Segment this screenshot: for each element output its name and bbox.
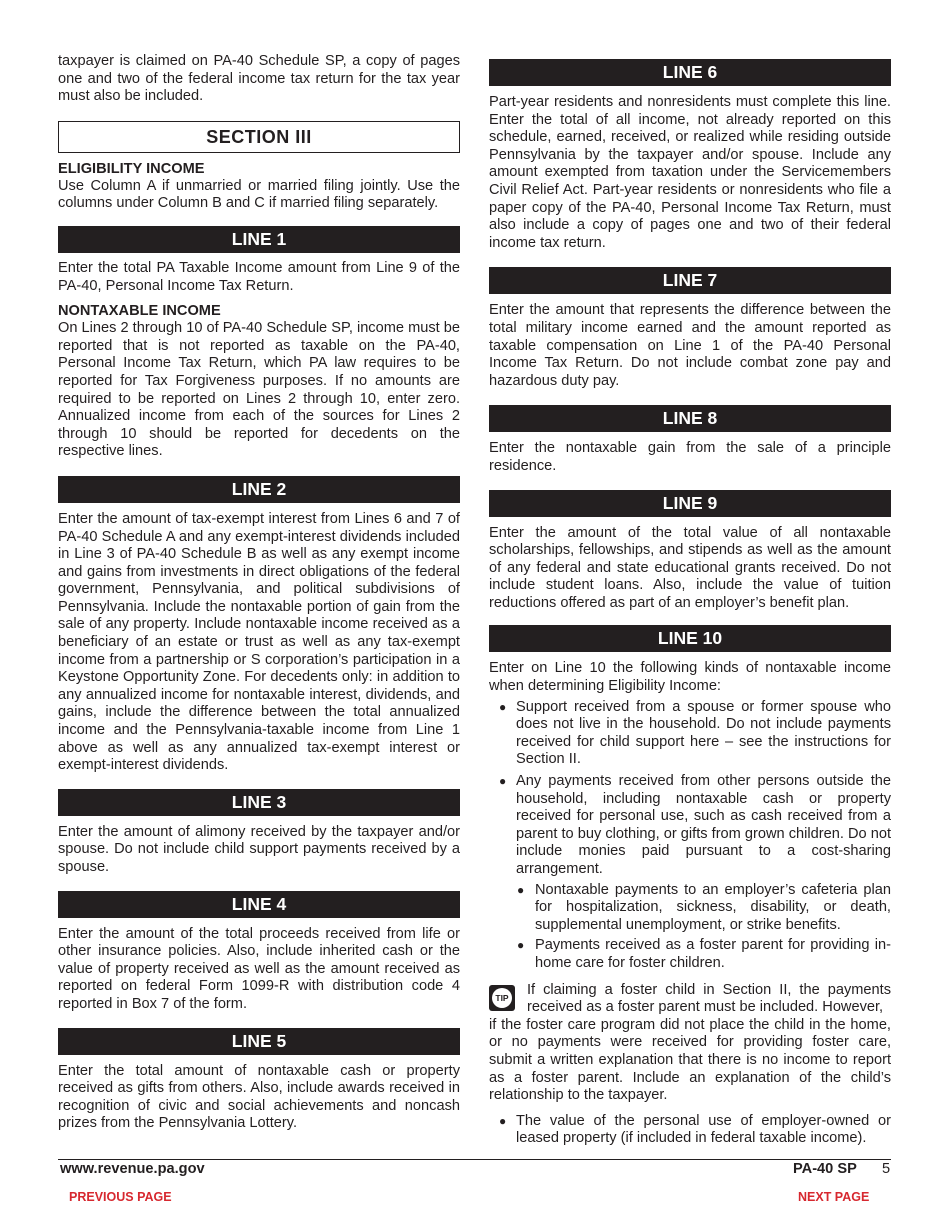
tip-block <box>489 982 891 1105</box>
line-8-heading: LINE 8 <box>489 405 891 432</box>
line-9-heading: LINE 9 <box>489 490 891 517</box>
eligibility-income-heading: ELIGIBILITY INCOME <box>58 160 205 177</box>
bullet-icon: ● <box>499 699 507 714</box>
line-10-list-continued <box>489 1113 891 1148</box>
footer-url: www.revenue.pa.gov <box>60 1161 205 1177</box>
tip-text-rest: if the foster care program did not place the child in the home, or no payments were received for providing foster care, submit a written explanation that there is no income to report as a foster parent. Include an explanation of the child’s relationship to the taxpayer. <box>489 1016 891 1104</box>
intro-text: taxpayer is claimed on PA-40 Schedule SP, a copy of pages one and two of the federal income tax return for the tax year must also be included. <box>58 53 460 105</box>
line-3-text: Enter the amount of alimony received by the taxpayer and/or spouse. Do not include child support payments received by a spouse. <box>58 823 460 875</box>
list-item <box>489 882 891 935</box>
list-item <box>489 937 891 972</box>
tip-icon: TIP <box>489 985 515 1011</box>
line-6-heading: LINE 6 <box>489 59 891 86</box>
nontaxable-income-text: On Lines 2 through 10 of PA-40 Schedule SP, income must be reported that is not reported as taxable on the PA-40, Personal Income Tax Return, which PA law requires to be reported for Tax Forgiveness purposes. If no amounts are required to be reported on Lines 2 through 10, enter zero. Annualized income from each of the sources for Lines 2 through 10 should be reported for decedents on the respective lines. <box>58 320 460 460</box>
line-9-text: Enter the amount of the total value of all nontaxable scholarships, fellowships, and stipends as well as the amount of any federal and state educational grants received. Do not include student loans. Also, include the value of tuition reductions offered as part of an employer’s benefit plan. <box>489 524 891 611</box>
section-iii-heading: SECTION III <box>58 121 460 153</box>
line-1-text: Enter the total PA Taxable Income amount from Line 9 of the PA-40, Personal Income Tax Return. <box>58 259 460 294</box>
list-item-text: Support received from a spouse or former spouse who does not live in the household. Do not include payments received for child support here – see the instructions for Section II. <box>516 698 891 768</box>
line-10-list <box>489 699 891 973</box>
list-item-text: The value of the personal use of employer-owned or leased property (if included in federal taxable income). <box>516 1112 891 1147</box>
list-item <box>489 699 891 769</box>
line-2-text: Enter the amount of tax-exempt interest from Lines 6 and 7 of PA-40 Schedule A and any exempt-interest dividends included in Line 3 of PA-40 Schedule B as well as any exempt income and gains from investments in direct obligations of the federal government, Pennsylvania, and political subdivisions of Pennsylvania. Include the nontaxable portion of gain from the sale of any property. Include nontaxable income received as a beneficiary of an estate or trust as well as any tax-exempt income from a partnership or S corporation’s participation in a Keystone Opportunity Zone. For decedents only: in addition to any annualized income for nontaxable interest, dividends, and gains, include the difference between the total annualized income and the Pennsylvania-taxable income from Line 1 above as well as any annualized tax-exempt interest or exempt-interest dividends. <box>58 510 460 774</box>
bullet-icon: ● <box>517 882 525 897</box>
tip-first-lines <box>489 982 891 1017</box>
line-6-text: Part-year residents and nonresidents must complete this line. Enter the total of all income, not already reported on this schedule, earned, received, or realized while residing outside Pennsylvania by the taxpayer and/or spouse. Include any amount exempted from taxation under the Servicemembers Civil Relief Act. Part-year residents or nonresidents who file a paper copy of the PA-40, Personal Income Tax Return, must also include a copy of pages one and two of their federal income tax return. <box>489 94 891 251</box>
bullet-icon: ● <box>499 774 507 789</box>
right-column <box>489 59 891 1148</box>
line-4-heading: LINE 4 <box>58 891 460 918</box>
line-3-heading: LINE 3 <box>58 789 460 816</box>
eligibility-income-text: Use Column A if unmarried or married filing jointly. Use the columns under Column B and C if married filing separately. <box>58 177 460 212</box>
line-4-text: Enter the amount of the total proceeds received from life or other insurance policies. Also, include inherited cash or the value of property received as well as the amount received as reported on federal Form 1099-R with distribution code 4 reported in Box 7 of the form. <box>58 925 460 1012</box>
line-1-heading: LINE 1 <box>58 226 460 253</box>
next-page-link[interactable]: NEXT PAGE <box>798 1190 870 1204</box>
nontaxable-income-heading: NONTAXABLE INCOME <box>58 303 221 320</box>
footer-form-id: PA-40 SP <box>793 1161 857 1177</box>
line-7-text: Enter the amount that represents the difference between the total military income earned and the amount reported as taxable compensation on Line 1 of the PA-40 Personal Income Tax Return. Do not include combat zone pay and hazardous duty pay. <box>489 302 891 389</box>
left-column <box>58 53 460 1133</box>
line-10-intro: Enter on Line 10 the following kinds of nontaxable income when determining Eligibility Income: <box>489 660 891 695</box>
line-10-heading: LINE 10 <box>489 625 891 652</box>
list-item-text: Any payments received from other persons outside the household, including nontaxable cash or property received for personal use, such as cash received from a parent to buy clothing, or gifts from grown children. Do not include monies paid pursuant to a cost-sharing arrangement. <box>516 773 891 877</box>
previous-page-link[interactable]: PREVIOUS PAGE <box>69 1190 172 1204</box>
list-item-text: Nontaxable payments to an employer’s cafeteria plan for hospitalization, sickness, disability, or death, supplemental unemployment, or strike benefits. <box>535 881 891 933</box>
tip-text-first: If claiming a foster child in Section II, the payments received as a foster parent must be included. However, <box>527 981 891 1016</box>
line-2-heading: LINE 2 <box>58 476 460 503</box>
line-5-heading: LINE 5 <box>58 1028 460 1055</box>
list-item <box>489 773 891 879</box>
line-7-heading: LINE 7 <box>489 267 891 294</box>
page-number: 5 <box>882 1161 891 1177</box>
list-item-text: Payments received as a foster parent for providing in-home care for foster children. <box>535 937 891 971</box>
bullet-icon: ● <box>499 1113 507 1128</box>
bullet-icon: ● <box>517 938 525 953</box>
line-8-text: Enter the nontaxable gain from the sale of a principle residence. <box>489 440 891 474</box>
list-item <box>489 1113 891 1148</box>
line-5-text: Enter the total amount of nontaxable cash or property received as gifts from others. Also, include awards received in recognition of civic and social achievements and noncash prizes from the Pennsylvania Lottery. <box>58 1062 460 1132</box>
footer-divider <box>58 1159 891 1160</box>
